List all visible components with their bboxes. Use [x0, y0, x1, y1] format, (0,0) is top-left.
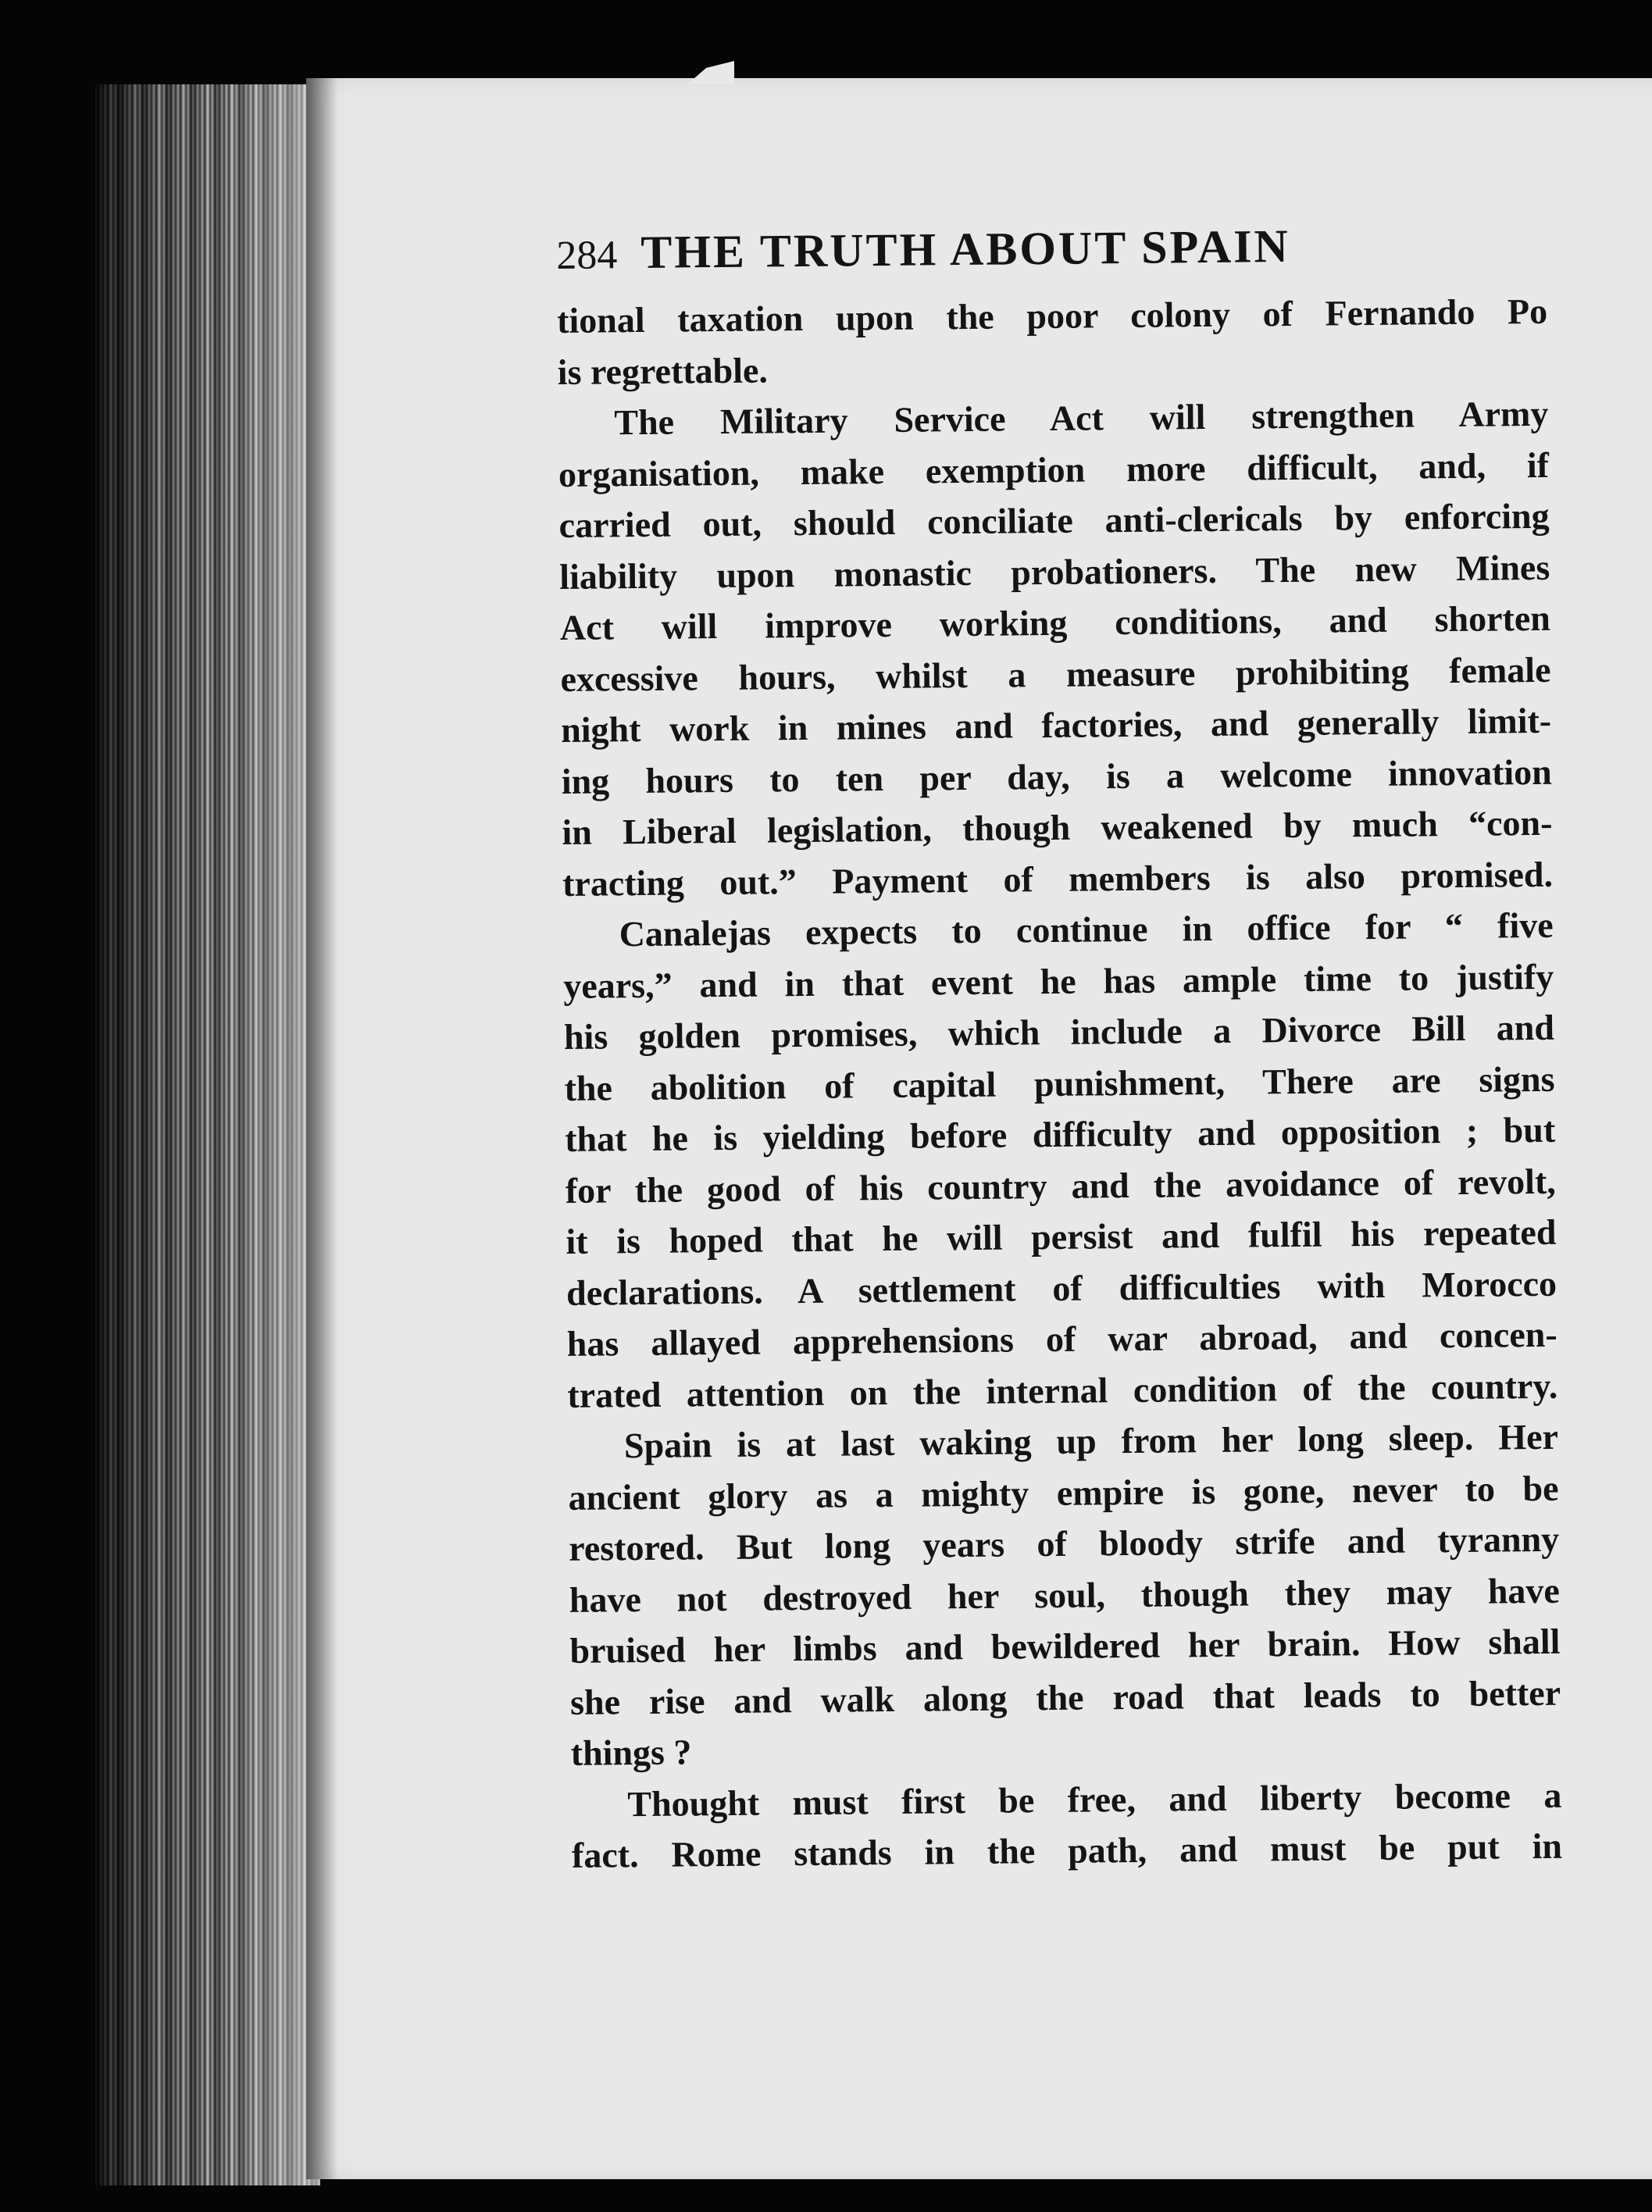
text-line: the abolition of capital punishment, There are signs: [564, 1058, 1555, 1108]
text-line: Thought must first be free, and liberty become a: [627, 1775, 1562, 1824]
text-line: fact. Rome stands in the path, and must be put in: [571, 1825, 1563, 1875]
text-line: declarations. A settlement of difficulties with Morocco: [566, 1263, 1557, 1313]
text-line: The Military Service Act will strengthen Army: [614, 393, 1549, 443]
text-line: Canalejas expects to continue in office for “ five: [619, 904, 1554, 954]
text-line: ancient glory as a mighty empire is gone, never to be: [568, 1468, 1559, 1518]
page-number: 284: [556, 233, 618, 278]
text-line: tracting out.” Payment of members is also promised.: [562, 854, 1554, 904]
text-line: she rise and walk along the road that leads to better: [569, 1672, 1561, 1722]
running-head: [556, 219, 1547, 291]
text-line: carried out, should conciliate anti-clericals by enforcing: [558, 495, 1550, 545]
text-line: night work in mines and factories, and generally limit-: [560, 700, 1552, 750]
text-line: have not destroyed her soul, though they may have: [569, 1570, 1561, 1620]
text-line: tional taxation upon the poor colony of Fernando Po: [556, 291, 1548, 341]
text-line: years,” and in that event he has ample time to justify: [563, 956, 1554, 1006]
text-line: organisation, make exemption more difficult, and, if: [558, 444, 1550, 494]
text-line: for the good of his country and the avoidance of revolt,: [565, 1161, 1557, 1211]
gutter-shadow: [306, 78, 337, 2179]
text-line: restored. But long years of bloody strife and tyranny: [568, 1518, 1560, 1568]
text-line: things ?: [570, 1732, 692, 1773]
page-text-block: [556, 219, 1562, 1882]
text-line: it is hoped that he will persist and fulfil his repeated: [566, 1211, 1557, 1261]
body-text: [557, 286, 1562, 1882]
text-line: liability upon monastic probationers. The new Mines: [559, 547, 1550, 597]
text-line: bruised her limbs and bewildered her brain. How shall: [569, 1621, 1561, 1671]
text-line: Spain is at last waking up from her long sleep. Her: [623, 1416, 1559, 1466]
text-line: has allayed apprehensions of war abroad, and concen-: [566, 1314, 1557, 1364]
running-title: THE TRUTH ABOUT SPAIN: [640, 219, 1291, 278]
text-line: ing hours to ten per day, is a welcome innovation: [561, 751, 1552, 801]
text-line: in Liberal legislation, though weakened by much “con-: [562, 802, 1553, 852]
text-line: Act will improve working conditions, and shorten: [559, 598, 1551, 648]
text-line: his golden promises, which include a Divorce Bill and: [563, 1007, 1555, 1057]
book-page-edges: [94, 84, 320, 2185]
page-corner-fold: [687, 61, 734, 84]
text-line: excessive hours, whilst a measure prohibiting female: [560, 649, 1551, 699]
text-line: that he is yielding before difficulty and opposition ; but: [564, 1109, 1556, 1159]
text-line: trated attention on the internal condition of the country.: [567, 1365, 1558, 1415]
text-line: is regrettable.: [557, 349, 769, 392]
